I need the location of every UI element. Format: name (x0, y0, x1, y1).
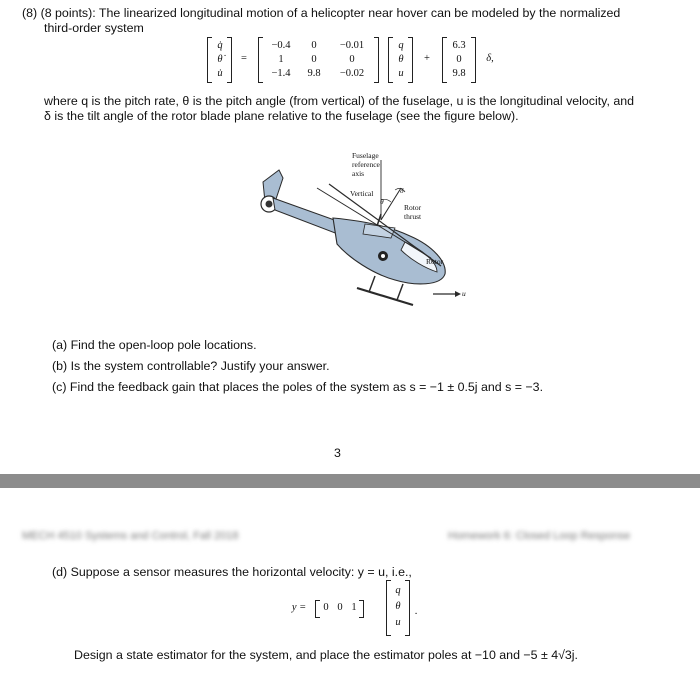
bracket (405, 580, 410, 636)
xdot-u: u̇ (217, 68, 223, 79)
label-fuselage: Fuselage (352, 151, 379, 160)
label-rotor-thrust-2: thrust (404, 212, 422, 221)
a12: 0 (311, 40, 317, 51)
bracket (207, 37, 212, 83)
x-theta: θ (398, 54, 404, 65)
equals-sign: = (241, 53, 247, 64)
page-header-left: MECH 4510 Systems and Control, Fall 2018 (22, 530, 239, 542)
question-c: (c) Find the feedback gain that places the poles of the system as s = −1 ± 0.5j and s = −3. (52, 380, 544, 394)
a32: 9.8 (307, 68, 321, 79)
label-rotor-thrust-1: Rotor (404, 203, 422, 212)
b2: 0 (456, 54, 462, 65)
a23: 0 (349, 54, 355, 65)
a11: −0.4 (271, 40, 291, 51)
label-rotor: Rotor (426, 257, 444, 266)
label-u: u (462, 289, 466, 298)
a21: 1 (278, 54, 284, 65)
skid-strut (397, 284, 403, 300)
y-equals: y = (291, 602, 307, 613)
period: . (414, 606, 418, 617)
page-2 (0, 488, 700, 685)
bracket (374, 37, 379, 83)
page-separator (0, 474, 700, 488)
bracket (359, 600, 364, 618)
a22: 0 (311, 54, 317, 65)
a31: −1.4 (271, 68, 291, 79)
a13: −0.01 (339, 40, 365, 51)
x-q: q (395, 585, 401, 596)
rotor-thrust-vector (381, 188, 401, 220)
landing-skid (357, 288, 413, 305)
question-a: (a) Find the open-loop pole locations. (52, 338, 257, 352)
page-header-right: Homework 6: Closed Loop Response (448, 530, 631, 542)
skid-strut (369, 276, 375, 292)
design-instruction: Design a state estimator for the system, and place the estimator poles at −10 and −5 ± 4√3j. (74, 648, 578, 662)
label-axis: axis (352, 169, 365, 178)
input-delta: δ, (486, 53, 494, 64)
where-line-2: δ is the tilt angle of the rotor blade plane relative to the fuselage (see the figure below). (44, 109, 519, 123)
label-vertical: Vertical (350, 189, 374, 198)
bracket (227, 37, 232, 83)
x-theta: θ (395, 601, 401, 612)
b1: 6.3 (452, 40, 466, 51)
bracket (471, 37, 476, 83)
label-theta: θ (380, 197, 384, 206)
question-b: (b) Is the system controllable? Justify your answer. (52, 359, 330, 373)
xdot-q: q̇ (217, 40, 223, 51)
page-number: 3 (334, 446, 341, 460)
plus-sign: + (424, 53, 430, 64)
a33: −0.02 (339, 68, 365, 79)
tail-boom (273, 198, 343, 236)
c2: 0 (337, 602, 343, 613)
u-arrowhead (455, 291, 461, 297)
problem-heading-line2: third-order system (44, 21, 144, 35)
label-reference: reference (352, 160, 380, 169)
where-line-1: where q is the pitch rate, θ is the pitch angle (from vertical) of the fuselage, u is the longitudinal velocity, and (44, 94, 635, 108)
c1: 0 (323, 602, 329, 613)
b3: 9.8 (452, 68, 466, 79)
bracket (408, 37, 413, 83)
x-q: q (398, 40, 404, 51)
label-delta: δ (400, 186, 404, 195)
bracket (388, 37, 393, 83)
problem-heading: (8) (8 points): The linearized longitudinal motion of a helicopter near hover can be modeled by the normalized (22, 6, 621, 20)
x-u: u (398, 68, 404, 79)
x-u: u (395, 617, 401, 628)
side-window-dot (381, 254, 385, 258)
tail-rotor-hub (266, 201, 273, 208)
c3: 1 (351, 602, 357, 613)
xdot-theta: θ̇ (217, 54, 223, 65)
question-d: (d) Suppose a sensor measures the horizontal velocity: y = u, i.e., (52, 565, 412, 579)
